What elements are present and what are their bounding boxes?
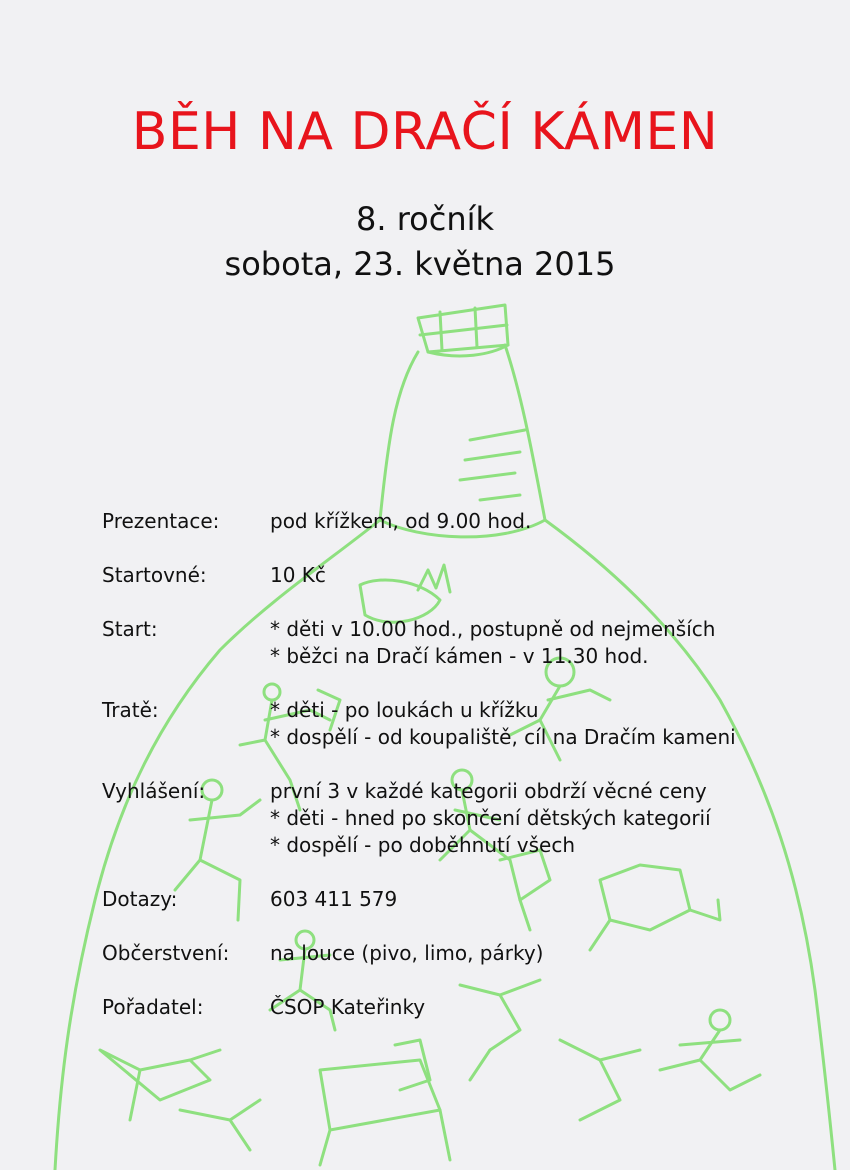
info-label: Start: bbox=[102, 617, 158, 641]
info-label: Vyhlášení: bbox=[102, 779, 206, 803]
info-value: na louce (pivo, limo, párky) bbox=[270, 941, 544, 965]
info-row-dotazy bbox=[102, 886, 822, 913]
info-row-poradatel bbox=[102, 994, 822, 1021]
event-title: BĚH NA DRAČÍ KÁMEN bbox=[131, 102, 719, 162]
info-label: Dotazy: bbox=[102, 887, 178, 911]
event-date: sobota, 23. května 2015 bbox=[224, 245, 616, 283]
info-row-prezentace bbox=[102, 508, 822, 535]
info-row-trate bbox=[102, 697, 822, 751]
info-value: * děti - hned po skončení dětských kategorií bbox=[270, 806, 711, 830]
info-label: Občerstvení: bbox=[102, 941, 230, 965]
info-row-start bbox=[102, 616, 822, 670]
info-value: první 3 v každé kategorii obdrží věcné ceny bbox=[270, 779, 707, 803]
info-label: Pořadatel: bbox=[102, 995, 204, 1019]
info-value: * dospělí - po doběhnutí všech bbox=[270, 833, 575, 857]
info-label: Prezentace: bbox=[102, 509, 220, 533]
info-value: * dospělí - od koupaliště, cíl na Dračím kameni bbox=[270, 725, 736, 749]
info-row-obcerstveni bbox=[102, 940, 822, 967]
info-label: Startovné: bbox=[102, 563, 207, 587]
edition: 8. ročník bbox=[355, 200, 495, 238]
info-value: 10 Kč bbox=[270, 563, 326, 587]
info-value: * běžci na Dračí kámen - v 11.30 hod. bbox=[270, 644, 649, 668]
info-value: * děti - po loukách u křížku bbox=[270, 698, 539, 722]
event-info bbox=[102, 508, 822, 1048]
info-row-startovne bbox=[102, 562, 822, 589]
info-value: * děti v 10.00 hod., postupně od nejmenších bbox=[270, 617, 716, 641]
info-label: Tratě: bbox=[102, 698, 159, 722]
phone-number: 603 411 579 bbox=[270, 887, 398, 911]
info-value: ČSOP Kateřinky bbox=[270, 995, 426, 1019]
info-row-vyhlaseni bbox=[102, 778, 822, 859]
info-value: pod křížkem, od 9.00 hod. bbox=[270, 509, 532, 533]
